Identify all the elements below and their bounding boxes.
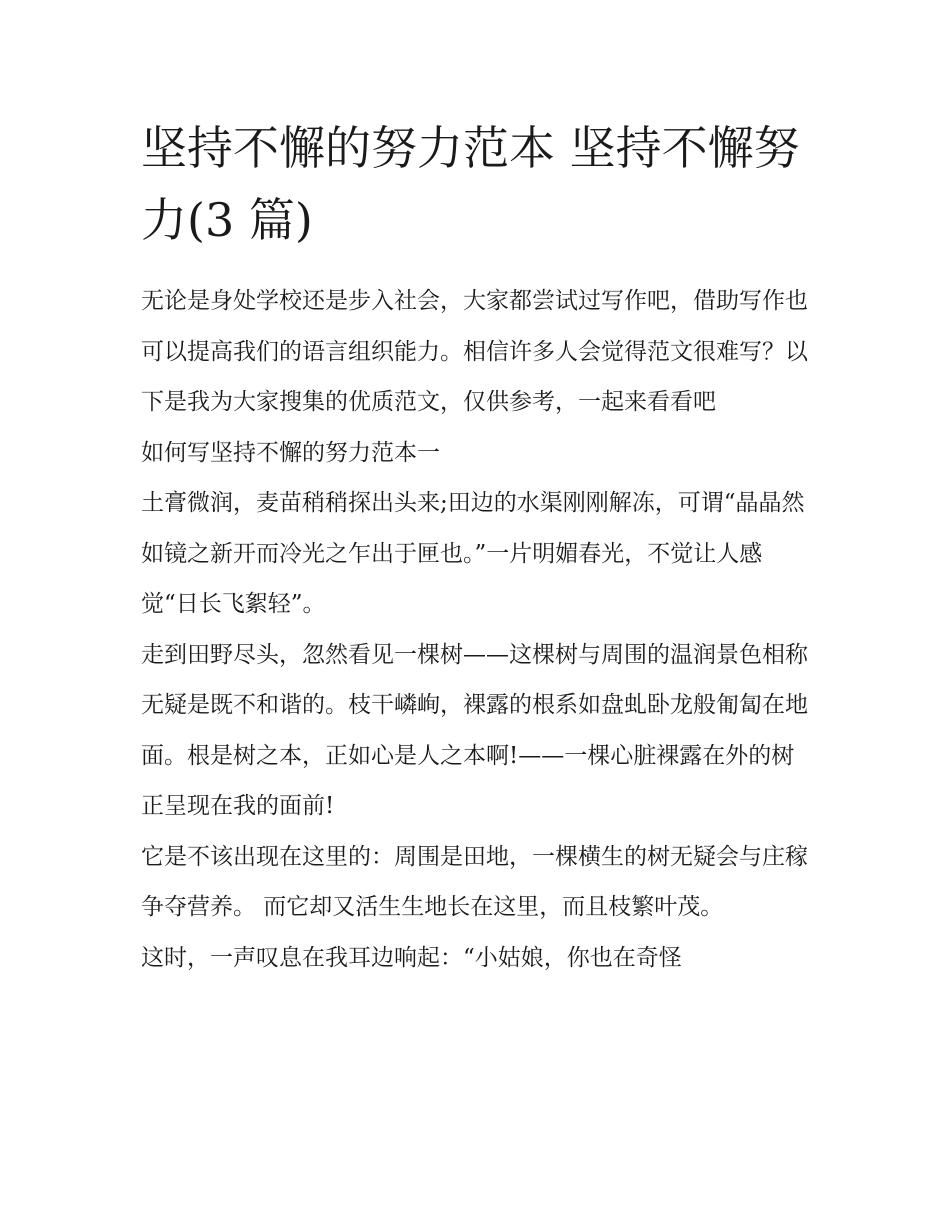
body-paragraph: 这时，一声叹息在我耳边响起：“小姑娘，你也在奇怪: [141, 944, 682, 971]
document-title: 坚持不懈的努力范本 坚持不懈努力(3 篇): [141, 121, 800, 247]
intro-paragraph: 无论是身处学校还是步入社会，大家都尝试过写作吧，借助写作也可以提高我们的语言组织能力。相信许多人会觉得范文很难写？以下是我为大家搜集的优质范文，仅供参考，一起来看看吧: [141, 288, 808, 415]
body-paragraph: 土膏微润，麦苗稍稍探出头来;田边的水渠刚刚解冻，可谓“晶晶然如镜之新开而冷光之乍出于匣也。”一片明媚春光，不觉让人感觉“日长飞絮轻”。: [141, 490, 805, 617]
body-paragraph: 走到田野尽头，忽然看见一棵树——这棵树与周围的温润景色相称无疑是既不和谐的。枝干嶙峋，裸露的根系如盘虬卧龙般匍匐在地面。根是树之本，正如心是人之本啊!——一棵心脏裸露在外的树正呈现在我的面前!: [141, 641, 808, 819]
document-body: [141, 276, 813, 983]
section-heading: 如何写坚持不懈的努力范本一: [141, 439, 440, 466]
document-content: [141, 112, 813, 983]
body-paragraph: 它是不该出现在这里的：周围是田地，一棵横生的树无疑会与庄稼争夺营养。 而它却又活生生地长在这里，而且枝繁叶茂。: [141, 843, 808, 920]
